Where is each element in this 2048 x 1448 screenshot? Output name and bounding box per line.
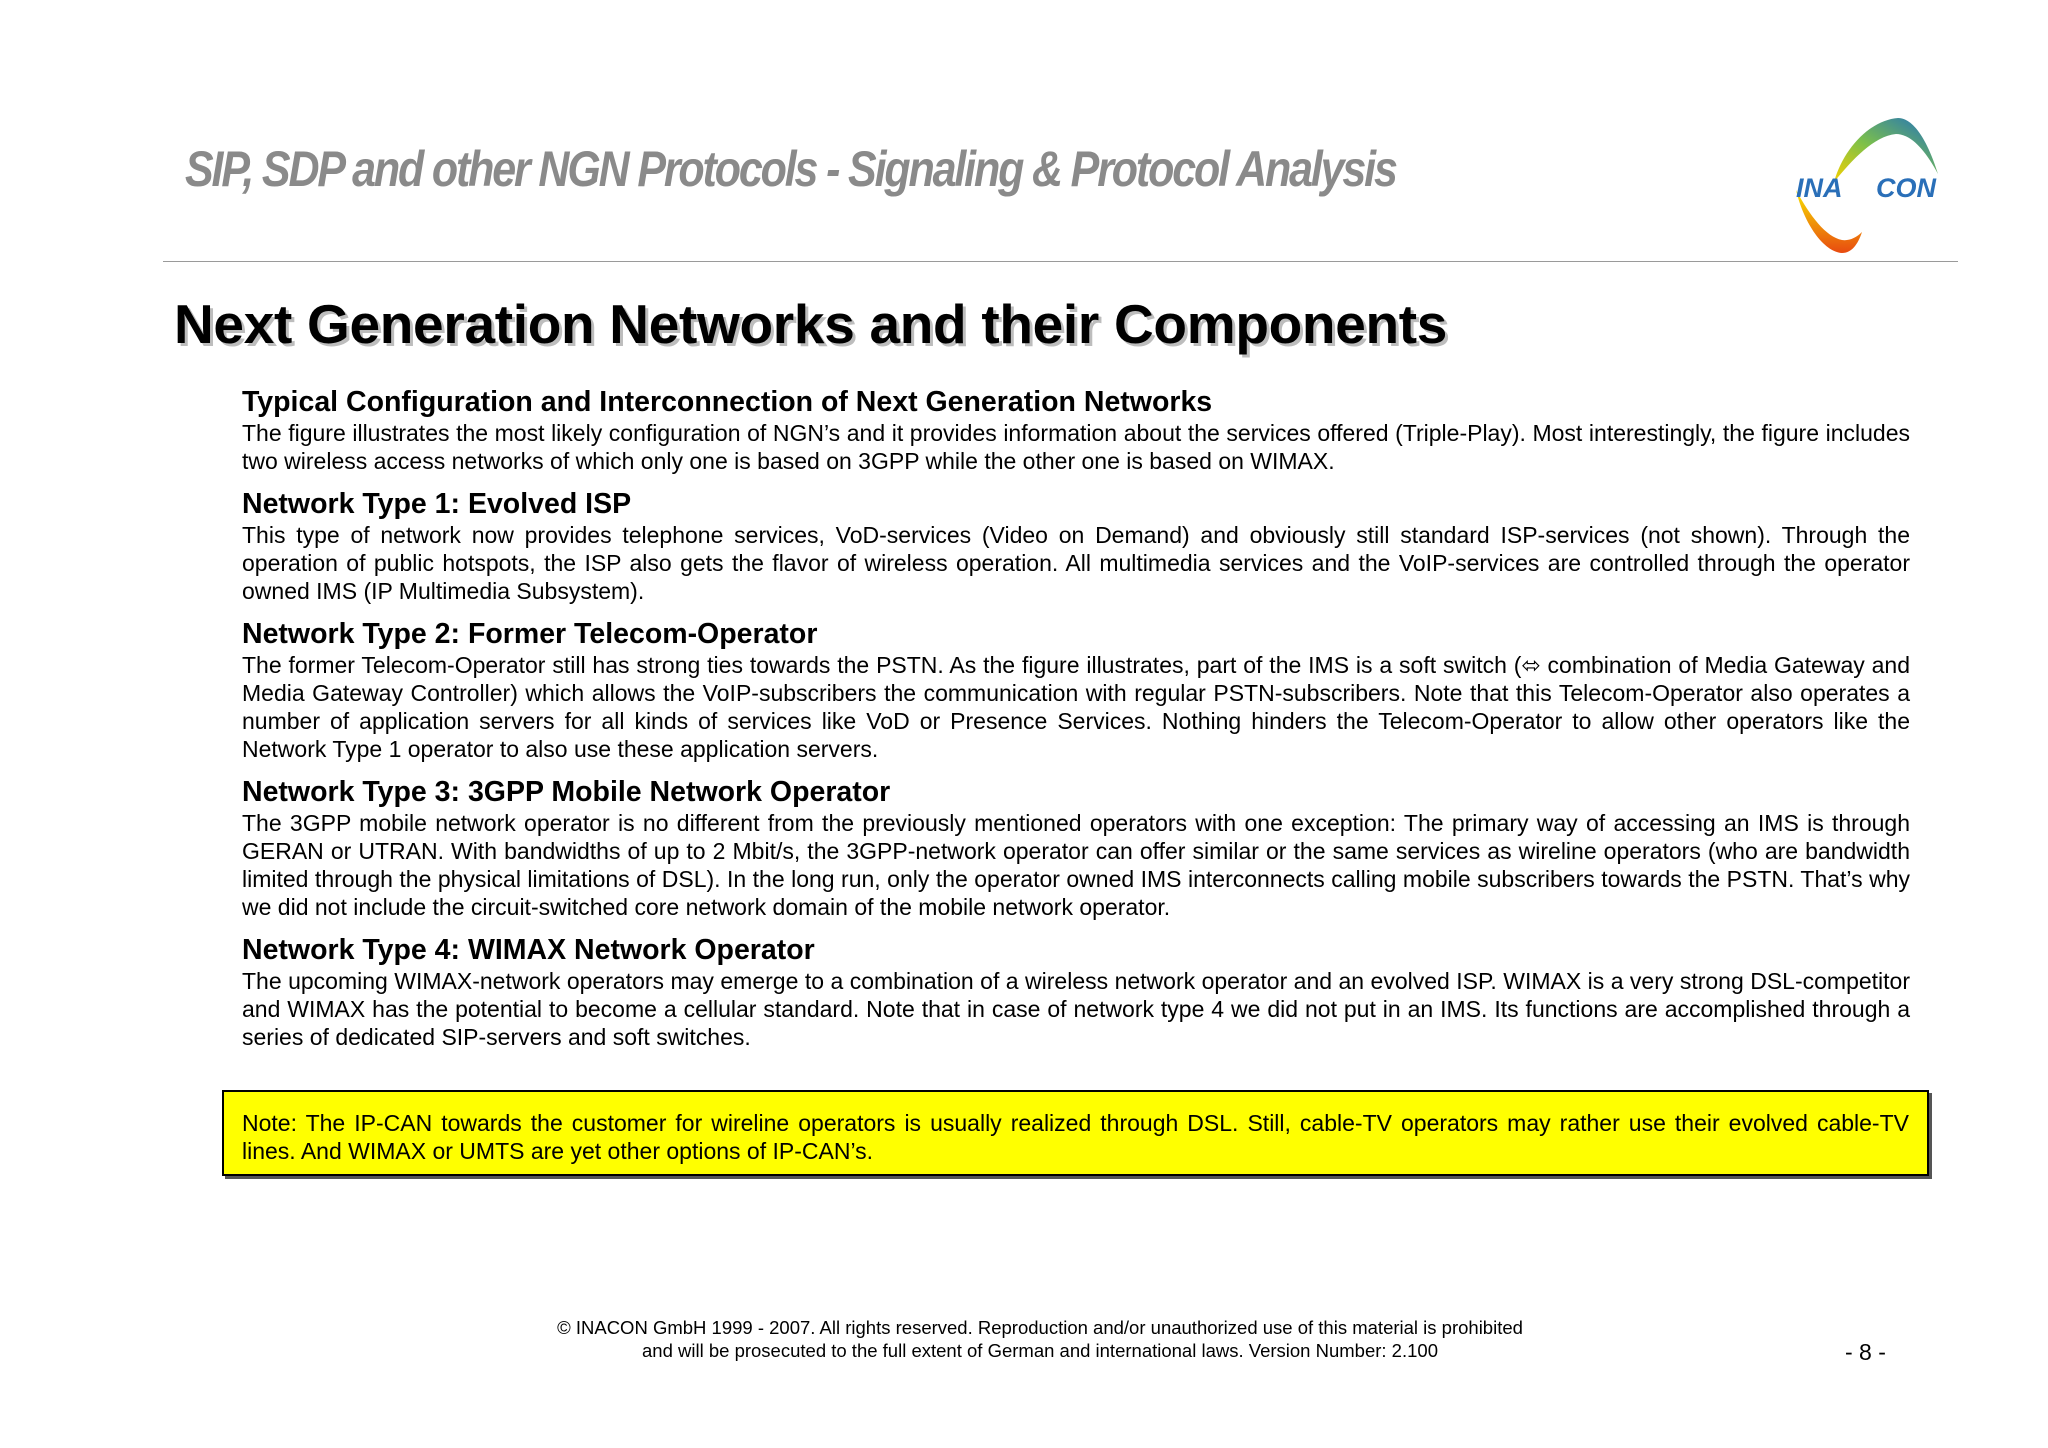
section-typical-configuration — [242, 385, 1910, 475]
section-network-type-1 — [242, 487, 1910, 605]
section-body: The upcoming WIMAX-network operators may emerge to a combination of a wireless network operator and an evolved ISP. WIMAX is a very strong DSL-competitor and WIMAX has the potential to become a cellular standard. Note that in case of network type 4 we did not put in an IMS. Its functions are accomplished through a series of dedicated SIP-servers and soft switches. — [242, 968, 1910, 1050]
section-body: The 3GPP mobile network operator is no different from the previously mentioned operators with one exception: The primary way of accessing an IMS is through GERAN or UTRAN. With bandwidths of up to 2 Mbit/s, the 3GPP-network operator can offer similar or the same services as wireline operators (who are bandwidth limited through the physical limitations of DSL). In the long run, only the operator owned IMS interconnects calling mobile subscribers towards the PSTN. That’s why we did not include the circuit-switched core network domain of the mobile network operator. — [242, 810, 1910, 920]
document-header-title: SIP, SDP and other NGN Protocols - Signaling & Protocol Analysis — [185, 141, 1396, 197]
logo-text-con: CON — [1876, 173, 1936, 203]
section-body: The figure illustrates the most likely configuration of NGN’s and it provides information about the services offered (Triple-Play). Most interestingly, the figure includes two wireless access networks of which only one is based on 3GPP while the other one is based on WIMAX. — [242, 420, 1910, 474]
section-body: The former Telecom-Operator still has strong ties towards the PSTN. As the figure illustrates, part of the IMS is a soft switch (⬄ combination of Media Gateway and Media Gateway Controller) which allows the VoIP-subscribers the communication with regular PSTN-subscribers. Note that this Telecom-Operator also operates a number of application servers for all kinds of services like VoD or Presence Services. Nothing hinders the Telecom-Operator to allow other operators like the Network Type 1 operator to also use these application servers. — [242, 652, 1910, 762]
section-title: Typical Configuration and Interconnection of Next Generation Networks — [242, 386, 1213, 418]
page-title: Next Generation Networks and their Components — [174, 293, 1448, 355]
main-content — [242, 385, 1910, 1063]
inacon-logo — [1786, 112, 1946, 257]
section-body: This type of network now provides telephone services, VoD-services (Video on Demand) and obviously still standard ISP-services (not shown). Through the operation of public hotspots, the ISP also gets the flavor of wireless operation. All multimedia services and the VoIP-services are controlled through the operator owned IMS (IP Multimedia Subsystem). — [242, 522, 1910, 604]
page-number: - 8 - — [1845, 1339, 1886, 1365]
section-title: Network Type 2: Former Telecom-Operator — [242, 618, 818, 650]
section-title: Network Type 1: Evolved ISP — [242, 488, 632, 520]
section-title: Network Type 4: WIMAX Network Operator — [242, 934, 815, 966]
header-divider — [163, 261, 1958, 262]
copyright-footer — [480, 1316, 1600, 1362]
logo-text-ina: INA — [1796, 173, 1843, 203]
note-text: Note: The IP-CAN towards the customer for wireline operators is usually realized through DSL. Still, cable-TV operators may rather use their evolved cable-TV lines. And WIMAX or UMTS are yet other options of IP-CAN’s. — [242, 1110, 1909, 1164]
section-network-type-4 — [242, 933, 1910, 1051]
section-network-type-3 — [242, 775, 1910, 921]
note-box — [222, 1090, 1929, 1176]
section-title: Network Type 3: 3GPP Mobile Network Operator — [242, 776, 891, 808]
section-network-type-2 — [242, 617, 1910, 763]
copyright-line-1: © INACON GmbH 1999 - 2007. All rights reserved. Reproduction and/or unauthorized use of this material is prohibited — [557, 1317, 1523, 1338]
copyright-line-2: and will be prosecuted to the full extent of German and international laws. Version Number: 2.100 — [642, 1340, 1438, 1361]
